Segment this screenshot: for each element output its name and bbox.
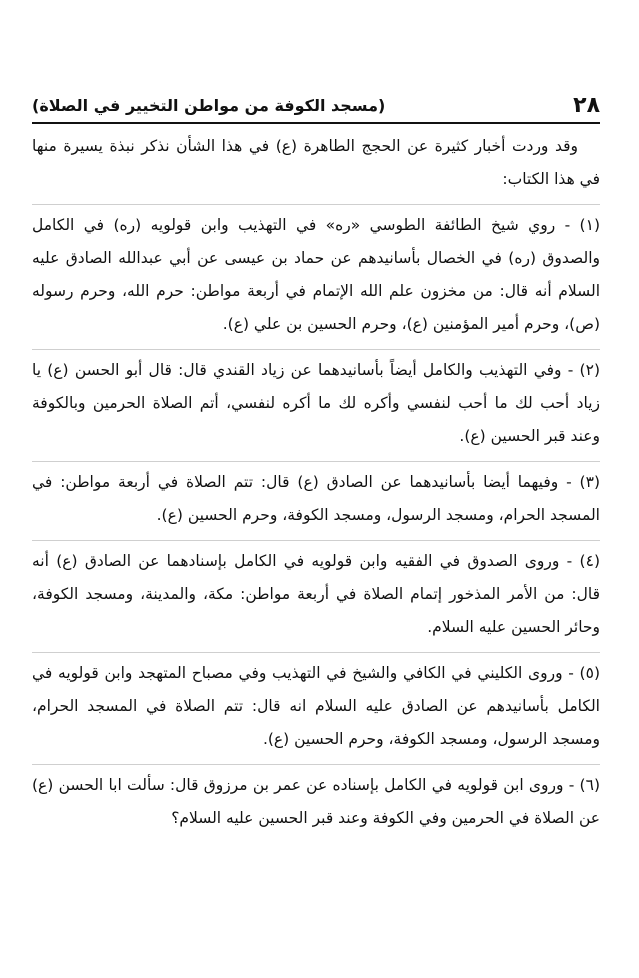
narration-1: (١) - روي شيخ الطائفة الطوسي «ره» في التهذيب وابن قولويه (ره) في الكامل والصدوق (ره) في الخصال بأسانيدهم عن حماد بن عيسى عن أبي عبدالله الصادق عليه السلام أنه قال: من مخزون علم الله الإتمام في أربعة مواطن: حرم الله، وحرم رسوله (ص)، وحرم أمير المؤمنين (ع)، وحرم الحسين بن علي (ع). <box>32 216 600 333</box>
narration-5: (٥) - وروى الكليني في الكافي والشيخ في التهذيب وفي مصباح المتهجد وابن قولويه في الكامل بأسانيدهم عن الصادق عليه السلام انه قال: تتم الصلاة في المسجد الحرام، ومسجد الرسول، ومسجد الكوفة، وحرم الحسين (ع). <box>32 664 600 748</box>
body-text <box>32 130 600 835</box>
running-title: (مسجد الكوفة من مواطن التخيير في الصلاة) <box>32 95 386 115</box>
narration-6: (٦) - وروى ابن قولويه في الكامل بإسناده عن عمر بن مرزوق قال: سألت ابا الحسن (ع) عن الصلاة في الحرمين وفي الكوفة وعند قبر الحسين عليه السلام؟ <box>32 776 600 827</box>
narration-2: (٢) - وفي التهذيب والكامل أيضاً بأسانيدهما عن زياد القندي قال: قال أبو الحسن (ع) يا زياد أحب لك ما أحب لنفسي وأكره لك ما أكره لنفسي، أتم الصلاة الحرمين وبالكوفة وعند قبر الحسين (ع). <box>32 361 600 445</box>
paragraph-divider <box>32 461 600 462</box>
page-header <box>32 88 600 124</box>
paragraph-divider <box>32 540 600 541</box>
narration-4: (٤) - وروى الصدوق في الفقيه وابن قولويه في الكامل بإسنادهما عن الصادق (ع) أنه قال: من الأمر المذخور إتمام الصلاة في أربعة مواطن: مكة، والمدينة، ومسجد الكوفة، وحائر الحسين عليه السلام. <box>32 552 600 636</box>
intro-paragraph: وقد وردت أخبار كثيرة عن الحجج الطاهرة (ع) في هذا الشأن نذكر نبذة يسيرة منها في هذا الكتاب: <box>32 137 600 188</box>
narration-3: (٣) - وفيهما أيضا بأسانيدهما عن الصادق (ع) قال: تتم الصلاة في أربعة مواطن: في المسجد الحرام، ومسجد الرسول، ومسجد الكوفة، وحرم الحسين (ع). <box>32 473 600 524</box>
paragraph-divider <box>32 764 600 765</box>
paragraph-divider <box>32 349 600 350</box>
paragraph-divider <box>32 652 600 653</box>
page-number: ٢٨ <box>573 92 600 118</box>
paragraph-divider <box>32 204 600 205</box>
